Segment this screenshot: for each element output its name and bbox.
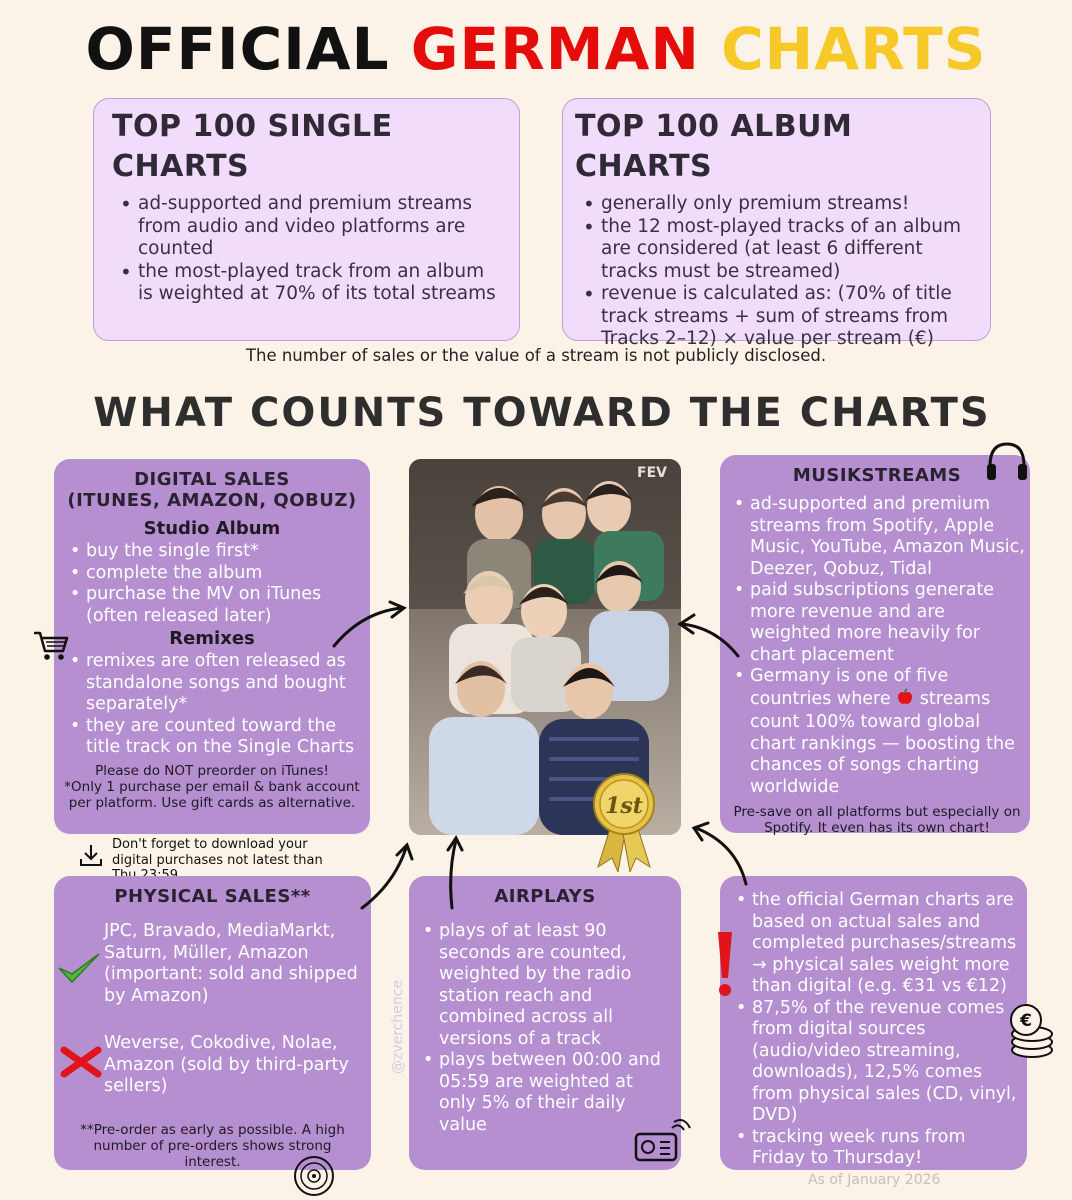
- medal-icon: [584, 772, 664, 872]
- list-item: • plays of at least 90 seconds are counted, weighted by the radio station reach and combined across all versions of a track: [417, 921, 673, 1050]
- arrow-airplays-to-photo: [440, 832, 470, 912]
- list-item: • ad-supported and premium streams from audio and video platforms are counted: [112, 193, 501, 261]
- arrow-digital-to-photo: [328, 600, 418, 660]
- list-item: • buy the single first*: [64, 541, 360, 563]
- list-item: [728, 666, 1026, 798]
- remixes-heading: Remixes: [169, 628, 255, 649]
- download-note: Don't forget to download your digital purchases not latest than: [112, 837, 323, 868]
- check-icon: [56, 950, 102, 986]
- headphones-icon: [984, 438, 1030, 484]
- section-title: WHAT COUNTS TOWARD THE CHARTS: [93, 390, 991, 436]
- physical-bad-list: Weverse, Cokodive, Nolae, Amazon (sold by third-party sellers): [104, 1033, 349, 1096]
- list-item: • remixes are often released as standalone songs and bought separately*: [64, 651, 360, 716]
- cross-icon: [60, 1044, 102, 1080]
- watermark: @zverchence: [390, 979, 406, 1074]
- list-item: • ad-supported and premium streams from Spotify, Apple Music, YouTube, Amazon Music, Deezer, Qobuz, Tidal: [728, 494, 1026, 580]
- title-official: OFFICIAL: [85, 15, 390, 83]
- page-title: [0, 14, 1072, 84]
- single-charts-box: [93, 98, 520, 341]
- single-charts-heading: TOP 100 SINGLE CHARTS: [112, 109, 393, 184]
- title-german: GERMAN: [410, 15, 700, 83]
- physical-sales-note: **Pre-order as early as possible. A high number of pre-orders shows strong interest.: [80, 1121, 345, 1170]
- arrow-info-to-photo: [684, 818, 754, 888]
- digital-sales-box: [54, 459, 370, 834]
- physical-sales-box: [54, 876, 371, 1170]
- germany-text-before: Germany is one of five countries where: [750, 666, 949, 709]
- list-item: • tracking week runs from Friday to Thursday!: [730, 1127, 1021, 1170]
- exclamation-icon: [710, 930, 740, 1000]
- album-charts-list: [575, 193, 984, 351]
- list-item: • revenue is calculated as: (70% of title track streams + sum of streams from Tracks 2–12) × value per stream (€): [575, 283, 984, 351]
- title-charts: CHARTS: [721, 15, 987, 83]
- svg-text:€: €: [1020, 1011, 1032, 1031]
- list-item: • generally only premium streams!: [575, 193, 984, 216]
- purchase-limit-note: *Only 1 purchase per email & bank account per platform. Use gift cards as alternative.: [64, 778, 360, 811]
- coins-icon: [1004, 1002, 1056, 1060]
- apple-icon: [896, 688, 914, 713]
- radio-icon: [632, 1118, 692, 1166]
- list-item: • paid subscriptions generate more revenue and are weighted more heavily for chart placement: [728, 580, 1026, 666]
- airplays-list: [417, 921, 673, 1136]
- digital-sales-note: [64, 763, 360, 811]
- list-item: • plays between 00:00 and 05:59 are weighted at only 5% of their daily value: [417, 1050, 673, 1136]
- album-charts-heading: TOP 100 ALBUM CHARTS: [575, 109, 853, 184]
- physical-good-list: JPC, Bravado, MediaMarkt, Saturn, Müller, Amazon (important: sold and shipped by Amazon): [104, 921, 358, 1006]
- disclaimer-text: The number of sales or the value of a stream is not publicly disclosed.: [245, 346, 827, 365]
- digital-sales-heading-line2: (ITUNES, AMAZON, QOBUZ): [67, 490, 357, 511]
- magazine-label: FEV: [637, 465, 667, 481]
- vinyl-icon: [292, 1154, 336, 1198]
- list-item: • they are counted toward the title track on the Single Charts: [64, 716, 360, 759]
- download-icon: [78, 842, 104, 868]
- arrow-physical-to-photo: [356, 838, 420, 914]
- arrow-streams-to-photo: [672, 612, 748, 668]
- musikstreams-list: [728, 494, 1026, 798]
- physical-sales-heading: PHYSICAL SALES**: [114, 886, 311, 907]
- footer-date: As of January 2026: [808, 1172, 941, 1188]
- airplays-heading: AIRPLAYS: [494, 886, 596, 907]
- single-charts-list: [112, 193, 501, 306]
- musikstreams-heading: MUSIKSTREAMS: [792, 465, 962, 486]
- info-box: [720, 876, 1027, 1170]
- album-charts-box: [562, 98, 991, 349]
- list-item: • complete the album: [64, 563, 360, 585]
- studio-album-list: [64, 541, 360, 627]
- preorder-warning: Please do NOT preorder on iTunes!: [95, 762, 329, 779]
- studio-album-heading: Studio Album: [143, 518, 281, 539]
- musikstreams-box: [720, 455, 1030, 836]
- list-item: • the 12 most-played tracks of an album are considered (at least 6 different tracks must be streamed): [575, 216, 984, 284]
- info-list: [730, 890, 1021, 1170]
- musikstreams-note: Pre-save on all platforms but especially on Spotify. It even has its own chart!: [733, 804, 1021, 836]
- list-item: • 87,5% of the revenue comes from digital sources (audio/video streaming, downloads), 12,5% comes from physical sales (CD, vinyl, DVD): [730, 998, 1021, 1127]
- list-item: • the most-played track from an album is weighted at 70% of its total streams: [112, 261, 501, 306]
- list-item: • purchase the MV on iTunes (often released later): [64, 584, 360, 627]
- digital-sales-heading-line1: DIGITAL SALES: [134, 469, 290, 490]
- list-item: • the official German charts are based on actual sales and completed purchases/streams → physical sales weight more than digital (e.g. €31 vs €12): [730, 890, 1021, 998]
- digital-sales-heading: [64, 469, 360, 511]
- germany-text-after: streams count 100% toward global chart rankings — boosting the chances of songs charting worldwide: [750, 688, 1015, 797]
- remixes-list: [64, 651, 360, 759]
- cart-icon: [32, 628, 70, 664]
- medal-text: 1st: [605, 793, 643, 819]
